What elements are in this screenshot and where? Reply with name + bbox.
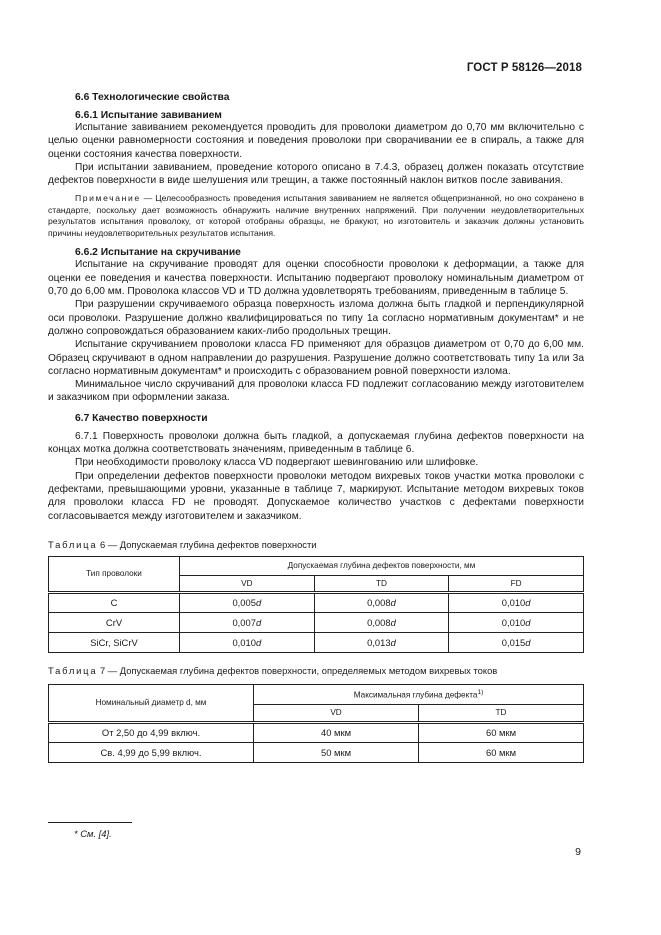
cell: 0,010d [449,612,584,632]
standard-header: ГОСТ Р 58126—2018 [466,62,582,74]
note-text: — Целесообразность проведения испытания завиванием не является общепризнанной, но оно сохранено в стандарте, поскольку дает возможность обнаружить наличие внутренних напряжений. При получении неудовлетворительных результатов испытания проволоку, от которой отобраны образцы, не бракуют, но изготовитель и заказчик должны установить причины неудовлетворительных результатов испытания. [48,193,584,238]
note [48,193,584,239]
section-6-7-title: 6.7 Качество поверхности [75,412,208,424]
cell: 0,008d [314,592,449,612]
paragraph: При необходимости проволоку класса VD подвергают шевингованию или шлифовке. [75,457,479,469]
cell: 0,007d [180,612,315,632]
paragraph: Испытание на скручивание проводят для оценки способности проволоки к деформации, а также для оценки ее поведения и качества поверхности. Испытанию подвергают проволоку номинальным диаметром от 0,70 до 6,00 мм. Проволока классов VD и TD должна удовлетворять требованиям, приведенным в таблице 5. [48,259,584,298]
cell: 0,010d [180,632,315,652]
cell: 50 мкм [254,742,419,762]
note-label: Примечание [75,193,141,204]
table-row [49,722,584,742]
cell: 0,005d [180,592,315,612]
table-row [49,612,584,632]
table-row [49,742,584,762]
cell: От 2,50 до 4,99 включ. [49,722,254,742]
cell: CrV [49,612,180,632]
paragraph: При испытании завиванием, проведение которого описано в 7.4.3, образец должен показать отсутствие дефектов поверхности в виде шелушения или трещин, а также постоянный наклон витков после завивания. [48,161,584,187]
paragraph: При определении дефектов поверхности проволоки методом вихревых токов участки мотка проволоки с дефектами, превышающими уровни, указанные в таблице 7, маркируют. Испытание методом вихревых токов для проволоки класса FD не проводят. Допускаемое количество участков с дефектами поверхности согласовывается между изготовителем и заказчиком. [48,470,584,522]
col-header-td: TD [419,704,584,722]
cell: 0,008d [314,612,449,632]
table-row [49,592,584,612]
col-header-type: Тип проволоки [49,556,180,592]
section-6-6-1-title: 6.6.1 Испытание завиванием [75,110,222,121]
table-7-caption [48,665,584,676]
col-header-fd: FD [449,575,584,592]
paragraph: При разрушении скручиваемого образца поверхность излома должна быть гладкой и перпендикулярной оси проволоки. Разрушение должно квалифицироваться по типу 1а согласно нормативным документам* и не должно сопровождаться образованием каких-либо продольных трещин. [48,299,584,337]
col-header-group: Допускаемая глубина дефектов поверхности, мм [180,556,584,575]
page-number: 9 [575,846,581,858]
paragraph: Испытание завиванием рекомендуется проводить для проволоки диаметром до 0,70 мм включительно с целью оценки равномерности состояния и поведения проволоки при сворачивании ее в спираль, а также для оценки состояния качества поверхности. [48,122,584,160]
col-header-diameter: Номинальный диаметр d, мм [49,684,254,722]
table-row [49,632,584,652]
col-header-group [254,684,584,704]
table-label: Таблица [48,664,98,676]
paragraph: 6.7.1 Поверхность проволоки должна быть гладкой, а допускаемая глубина дефектов поверхности на концах мотка должна соответствовать значениям, приведенным в таблице 6. [48,430,584,456]
section-6-6-title: 6.6 Технологические свойства [75,92,230,103]
cell: 60 мкм [419,742,584,762]
footnote-marker: 1) [477,688,484,696]
footnote-divider [48,822,132,823]
cell: Св. 4,99 до 5,99 включ. [49,742,254,762]
table-label: Таблица [48,538,98,550]
group-text: Максимальная глубина дефекта [353,690,478,700]
cell: SiCr, SiCrV [49,632,180,652]
cell: C [49,592,180,612]
table-caption-text: 7 — Допускаемая глубина дефектов поверхности, определяемых методом вихревых токов [97,664,498,676]
table-caption-text: 6 — Допускаемая глубина дефектов поверхности [97,538,317,550]
table-6 [48,556,584,653]
paragraph: Минимальное число скручиваний для проволоки класса FD подлежит согласованию между изготовителем и заказчиком при оформлении заказа. [48,379,584,404]
col-header-vd: VD [254,704,419,722]
paragraph: Испытание скручиванием проволоки класса FD применяют для образцов диаметром от 0,70 до 6,00 мм. Образец скручивают в одном направлении до разрушения. Разрушение должно соответствовать типу 1а или 3а согласно нормативным документам* и происходить с образованием ровной поверхности излома. [48,339,584,377]
cell: 0,013d [314,632,449,652]
footnote: * См. [4]. [74,828,112,839]
cell: 0,010d [449,592,584,612]
table-6-caption [48,539,584,550]
col-header-td: TD [314,575,449,592]
col-header-vd: VD [180,575,315,592]
cell: 60 мкм [419,722,584,742]
table-7 [48,684,584,763]
main-content [48,92,584,763]
section-6-6-2-title: 6.6.2 Испытание на скручивание [75,247,241,259]
cell: 40 мкм [254,722,419,742]
cell: 0,015d [449,632,584,652]
